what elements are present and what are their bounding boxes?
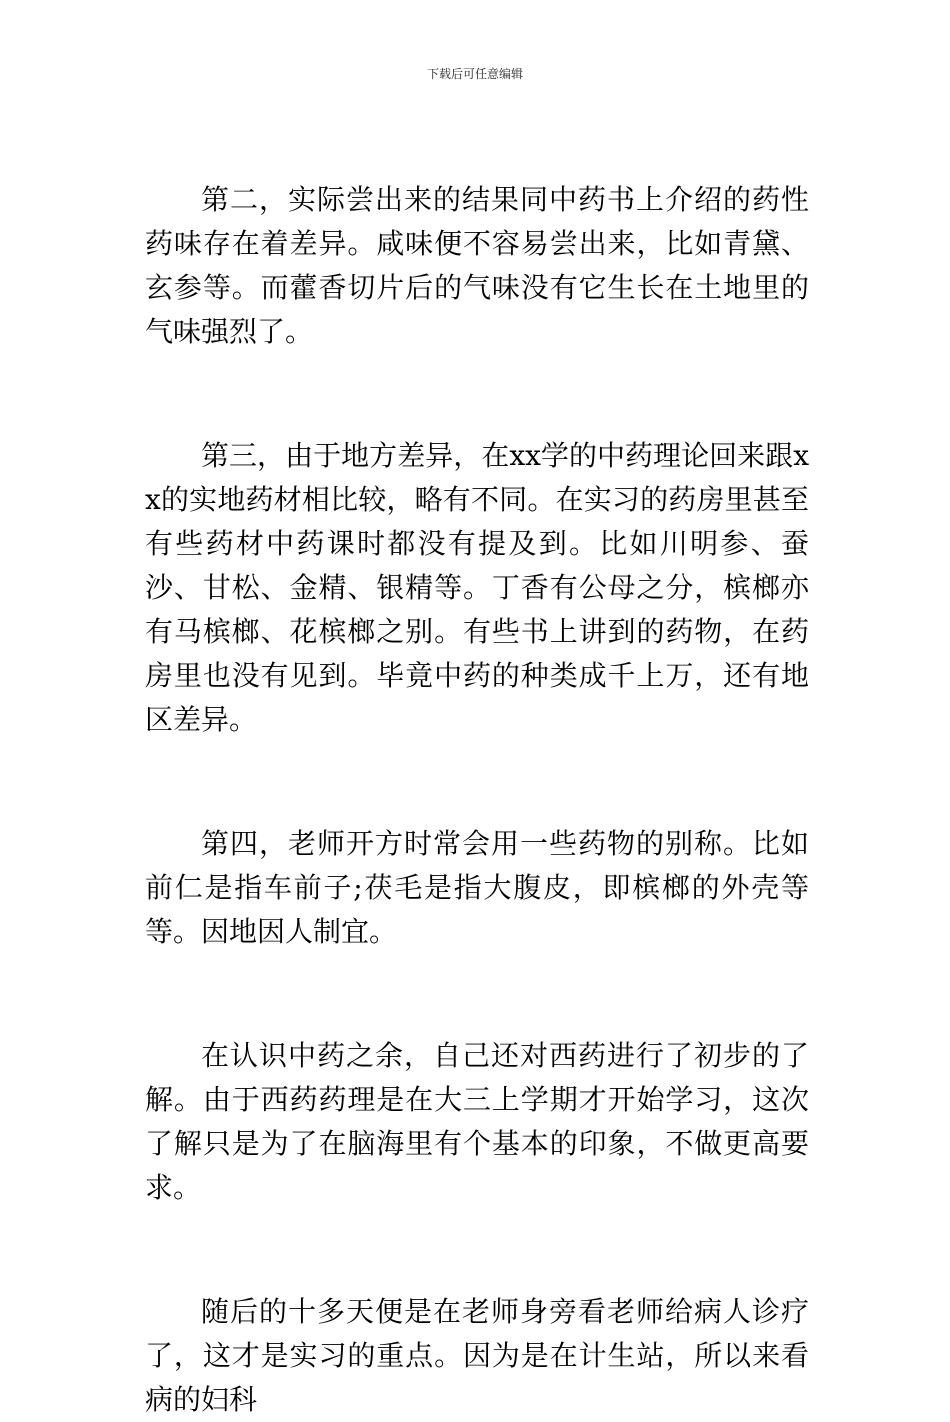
paragraph: 第二，实际尝出来的结果同中药书上介绍的药性药味存在着差异。咸味便不容易尝出来，比如青黛、玄参等。而藿香切片后的气味没有它生长在土地里的气味强烈了。 [145, 183, 809, 348]
document-body [145, 178, 809, 1422]
paragraph: 第四，老师开方时常会用一些药物的别称。比如前仁是指车前子;茯毛是指大腹皮，即槟榔的外壳等等。因地因人制宜。 [145, 827, 809, 948]
paragraph: 随后的十多天便是在老师身旁看老师给病人诊疗了，这才是实习的重点。因为是在计生站，所以来看病的妇科 [145, 1295, 809, 1416]
paragraph: 在认识中药之余，自己还对西药进行了初步的了解。由于西药药理是在大三上学期才开始学习，这次了解只是为了在脑海里有个基本的印象，不做更高要求。 [145, 1039, 809, 1204]
paragraph: 第三，由于地方差异，在xx学的中药理论回来跟xx的实地药材相比较，略有不同。在实习的药房里甚至有些药材中药课时都没有提及到。比如川明参、蚕沙、甘松、金精、银精等。丁香有公母之分，槟榔亦有马槟榔、花槟榔之别。有些书上讲到的药物，在药房里也没有见到。毕竟中药的种类成千上万，还有地区差异。 [145, 439, 809, 736]
page-header: 下载后可任意编辑 [426, 67, 523, 81]
